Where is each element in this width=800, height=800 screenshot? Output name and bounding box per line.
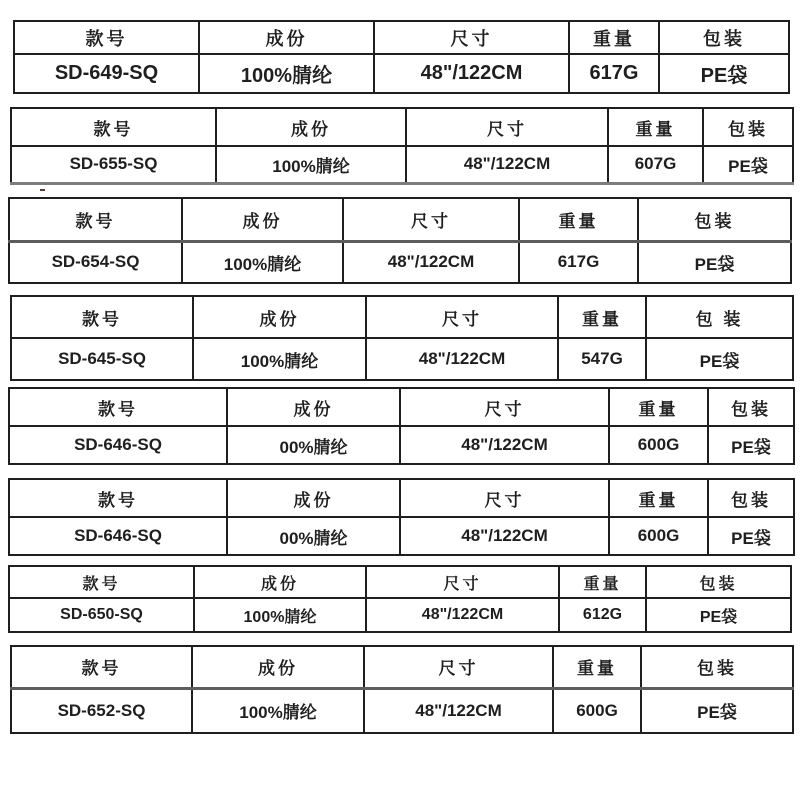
data-row [11,338,793,380]
data-cell-packaging: PE袋 [703,146,793,183]
header-cell-packaging: 包 装 [646,296,793,338]
data-row [9,426,794,464]
header-cell-size: 尺寸 [343,198,519,241]
data-cell-size: 48"/122CM [366,338,558,380]
header-cell-packaging: 包装 [641,646,793,688]
data-cell-size: 48"/122CM [400,517,609,555]
header-row [9,198,791,241]
data-cell-style-no: SD-652-SQ [11,688,192,733]
data-cell-composition: 00%腈纶 [227,426,400,464]
header-cell-style-no: 款号 [9,388,227,426]
header-cell-size: 尺寸 [366,566,559,598]
header-cell-size: 尺寸 [400,388,609,426]
header-row [11,296,793,338]
data-cell-composition: 100%腈纶 [192,688,364,733]
header-cell-size: 尺寸 [374,21,569,54]
data-cell-weight: 600G [609,426,708,464]
header-cell-style-no: 款号 [9,566,194,598]
data-cell-packaging: PE袋 [646,598,791,632]
data-cell-composition: 100%腈纶 [193,338,366,380]
header-cell-composition: 成份 [182,198,343,241]
header-cell-style-no: 款号 [9,198,182,241]
header-cell-composition: 成份 [227,388,400,426]
data-cell-packaging: PE袋 [708,426,794,464]
data-row [14,54,789,93]
header-cell-composition: 成份 [216,108,406,146]
data-cell-style-no: SD-650-SQ [9,598,194,632]
data-cell-weight: 547G [558,338,646,380]
header-cell-composition: 成份 [194,566,366,598]
spec-table-8 [10,645,794,734]
data-cell-packaging: PE袋 [659,54,789,93]
data-cell-style-no: SD-649-SQ [14,54,199,93]
header-cell-weight: 重量 [559,566,646,598]
header-cell-weight: 重量 [609,388,708,426]
header-cell-packaging: 包装 [703,108,793,146]
data-row [9,598,791,632]
header-cell-composition: 成份 [192,646,364,688]
header-row [9,566,791,598]
data-cell-weight: 607G [608,146,703,183]
data-cell-style-no: SD-646-SQ [9,517,227,555]
data-cell-size: 48"/122CM [366,598,559,632]
header-row [14,21,789,54]
spec-table-7 [8,565,792,633]
data-row [9,517,794,555]
header-cell-size: 尺寸 [406,108,608,146]
data-row [11,688,793,733]
header-cell-style-no: 款号 [11,108,216,146]
data-row [11,146,793,183]
data-cell-size: 48"/122CM [400,426,609,464]
header-cell-weight: 重量 [569,21,659,54]
data-cell-weight: 600G [609,517,708,555]
header-cell-style-no: 款号 [9,479,227,517]
header-cell-packaging: 包装 [708,388,794,426]
spec-table-3 [8,197,792,284]
spec-table-6 [8,478,795,556]
header-cell-weight: 重量 [553,646,641,688]
data-cell-weight: 617G [519,241,638,283]
data-cell-style-no: SD-655-SQ [11,146,216,183]
data-cell-weight: 600G [553,688,641,733]
header-cell-weight: 重量 [558,296,646,338]
data-cell-size: 48"/122CM [364,688,553,733]
header-row [11,646,793,688]
header-row [11,108,793,146]
spec-table-5 [8,387,795,465]
header-cell-weight: 重量 [609,479,708,517]
data-cell-style-no: SD-646-SQ [9,426,227,464]
data-cell-size: 48"/122CM [343,241,519,283]
header-cell-size: 尺寸 [366,296,558,338]
header-cell-size: 尺寸 [400,479,609,517]
data-cell-style-no: SD-654-SQ [9,241,182,283]
header-cell-composition: 成份 [193,296,366,338]
data-cell-composition: 100%腈纶 [194,598,366,632]
data-cell-packaging: PE袋 [638,241,791,283]
header-cell-weight: 重量 [608,108,703,146]
header-cell-composition: 成份 [199,21,374,54]
data-row [9,241,791,283]
data-cell-packaging: PE袋 [646,338,793,380]
header-cell-style-no: 款号 [11,646,192,688]
header-cell-packaging: 包装 [638,198,791,241]
data-cell-composition: 100%腈纶 [199,54,374,93]
stray-mark [40,189,45,191]
spec-table-1 [13,20,790,94]
header-cell-style-no: 款号 [14,21,199,54]
header-cell-weight: 重量 [519,198,638,241]
header-cell-packaging: 包装 [646,566,791,598]
data-cell-style-no: SD-645-SQ [11,338,193,380]
data-cell-weight: 617G [569,54,659,93]
header-cell-size: 尺寸 [364,646,553,688]
data-cell-composition: 100%腈纶 [182,241,343,283]
header-cell-packaging: 包装 [659,21,789,54]
data-cell-packaging: PE袋 [641,688,793,733]
spec-table-2 [10,107,794,185]
header-cell-packaging: 包装 [708,479,794,517]
spec-table-4 [10,295,794,381]
data-cell-composition: 100%腈纶 [216,146,406,183]
header-row [9,479,794,517]
data-cell-composition: 00%腈纶 [227,517,400,555]
header-cell-style-no: 款号 [11,296,193,338]
header-cell-composition: 成份 [227,479,400,517]
data-cell-packaging: PE袋 [708,517,794,555]
data-cell-weight: 612G [559,598,646,632]
data-cell-size: 48"/122CM [374,54,569,93]
data-cell-size: 48"/122CM [406,146,608,183]
header-row [9,388,794,426]
